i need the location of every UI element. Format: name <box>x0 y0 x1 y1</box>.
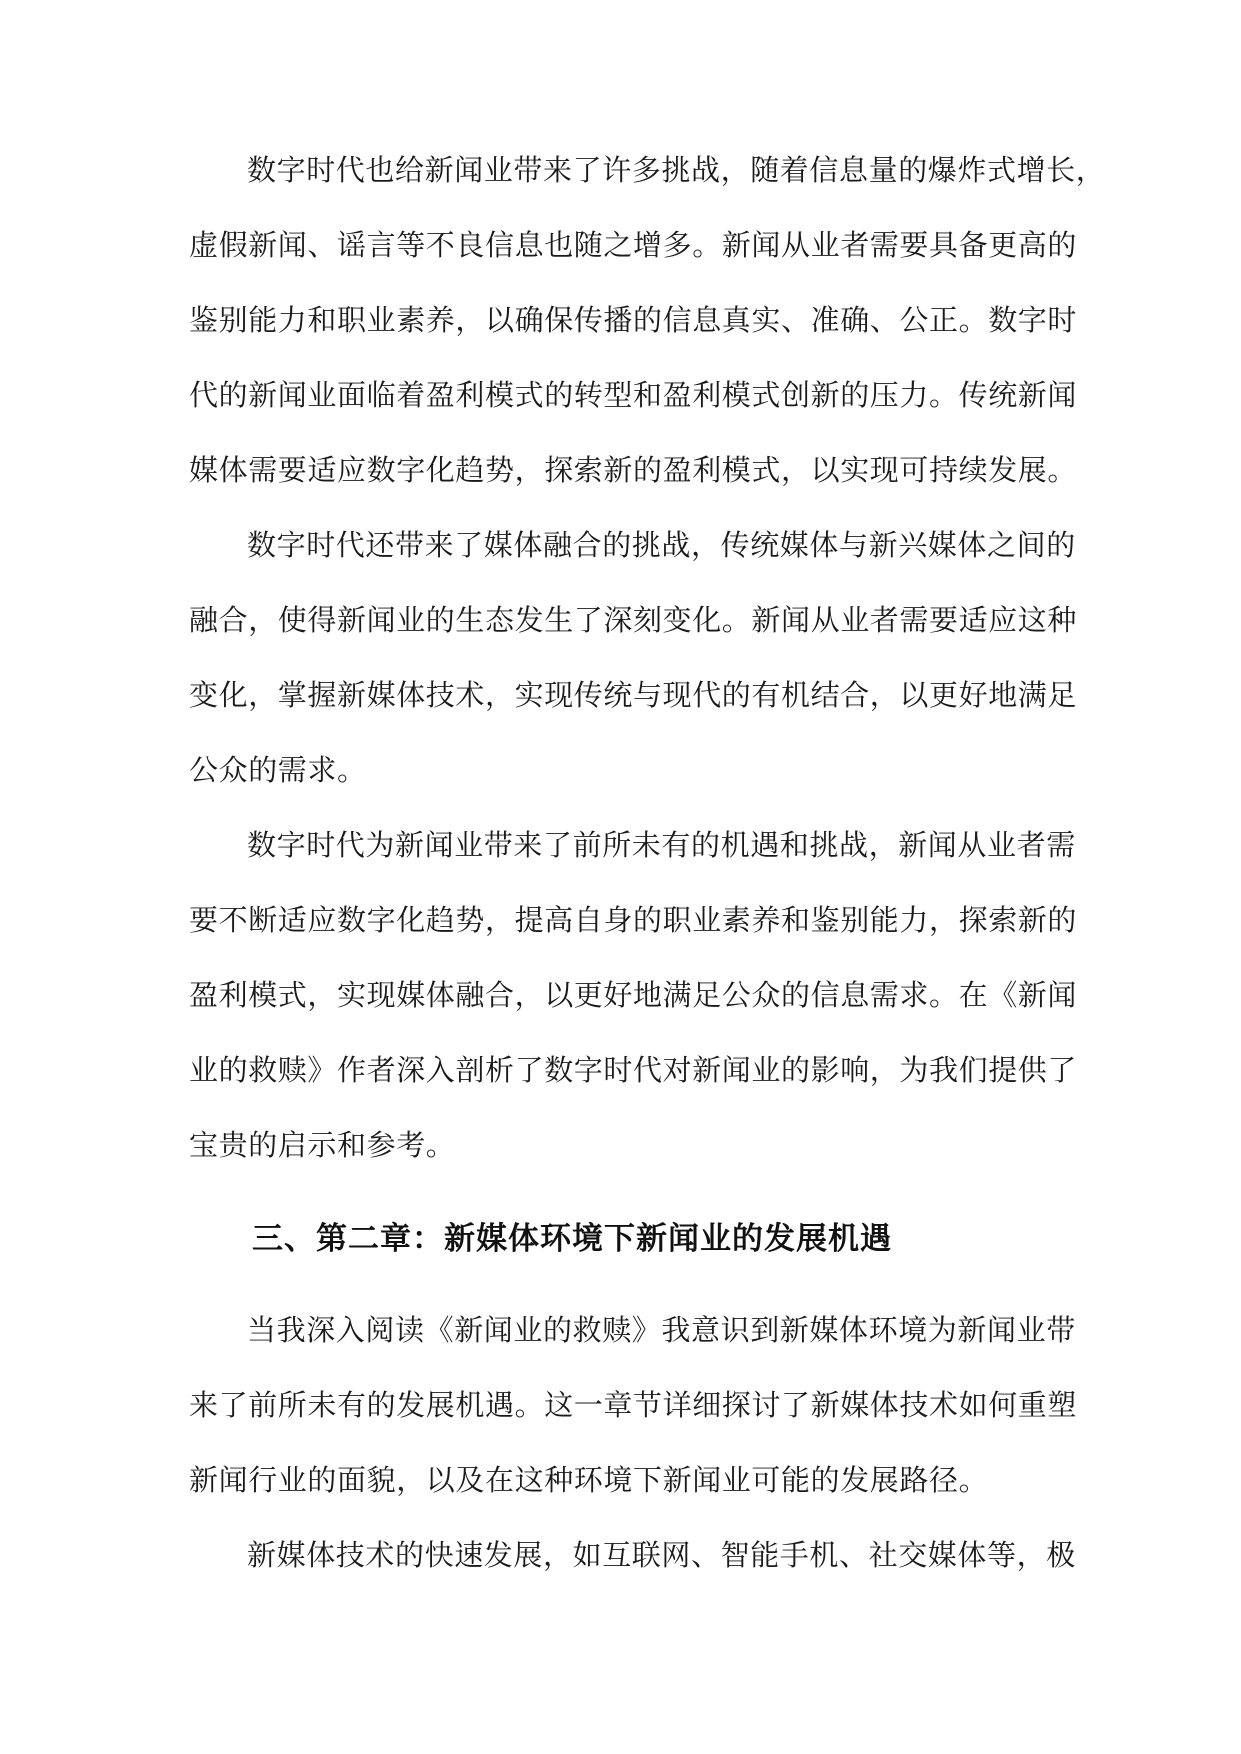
paragraph-line: 公众的需求。 <box>189 753 367 787</box>
paragraph-line: 代的新闻业面临着盈利模式的转型和盈利模式创新的压力。传统新闻 <box>189 378 1078 412</box>
paragraph-line: 数字时代也给新闻业带来了许多挑战，随着信息量的爆炸式增长， <box>247 153 1106 187</box>
paragraph-line: 数字时代还带来了媒体融合的挑战，传统媒体与新兴媒体之间的 <box>247 528 1076 562</box>
paragraph-line: 新闻行业的面貌，以及在这种环境下新闻业可能的发展路径。 <box>189 1463 989 1497</box>
paragraph-line: 数字时代为新闻业带来了前所未有的机遇和挑战，新闻从业者需 <box>247 828 1076 862</box>
paragraph-line: 宝贵的启示和参考。 <box>189 1128 456 1162</box>
paragraph-line: 鉴别能力和职业素养，以确保传播的信息真实、准确、公正。数字时 <box>189 303 1078 337</box>
paragraph-line: 媒体需要适应数字化趋势，探索新的盈利模式，以实现可持续发展。 <box>189 453 1078 487</box>
section-heading: 三、第二章：新媒体环境下新闻业的发展机遇 <box>252 1221 892 1257</box>
paragraph-line: 盈利模式，实现媒体融合，以更好地满足公众的信息需求。在《新闻 <box>189 978 1078 1012</box>
paragraph-line: 来了前所未有的发展机遇。这一章节详细探讨了新媒体技术如何重塑 <box>189 1388 1078 1422</box>
paragraph-line: 虚假新闻、谣言等不良信息也随之增多。新闻从业者需要具备更高的 <box>189 228 1078 262</box>
paragraph-line: 业的救赎》作者深入剖析了数字时代对新闻业的影响，为我们提供了 <box>189 1053 1078 1087</box>
paragraph-line: 当我深入阅读《新闻业的救赎》我意识到新媒体环境为新闻业带 <box>247 1313 1076 1347</box>
paragraph-line: 融合，使得新闻业的生态发生了深刻变化。新闻从业者需要适应这种 <box>189 603 1078 637</box>
paragraph-line: 新媒体技术的快速发展，如互联网、智能手机、社交媒体等，极 <box>247 1538 1076 1572</box>
paragraph-line: 变化，掌握新媒体技术，实现传统与现代的有机结合，以更好地满足 <box>189 678 1078 712</box>
paragraph-line: 要不断适应数字化趋势，提高自身的职业素养和鉴别能力，探索新的 <box>189 903 1078 937</box>
